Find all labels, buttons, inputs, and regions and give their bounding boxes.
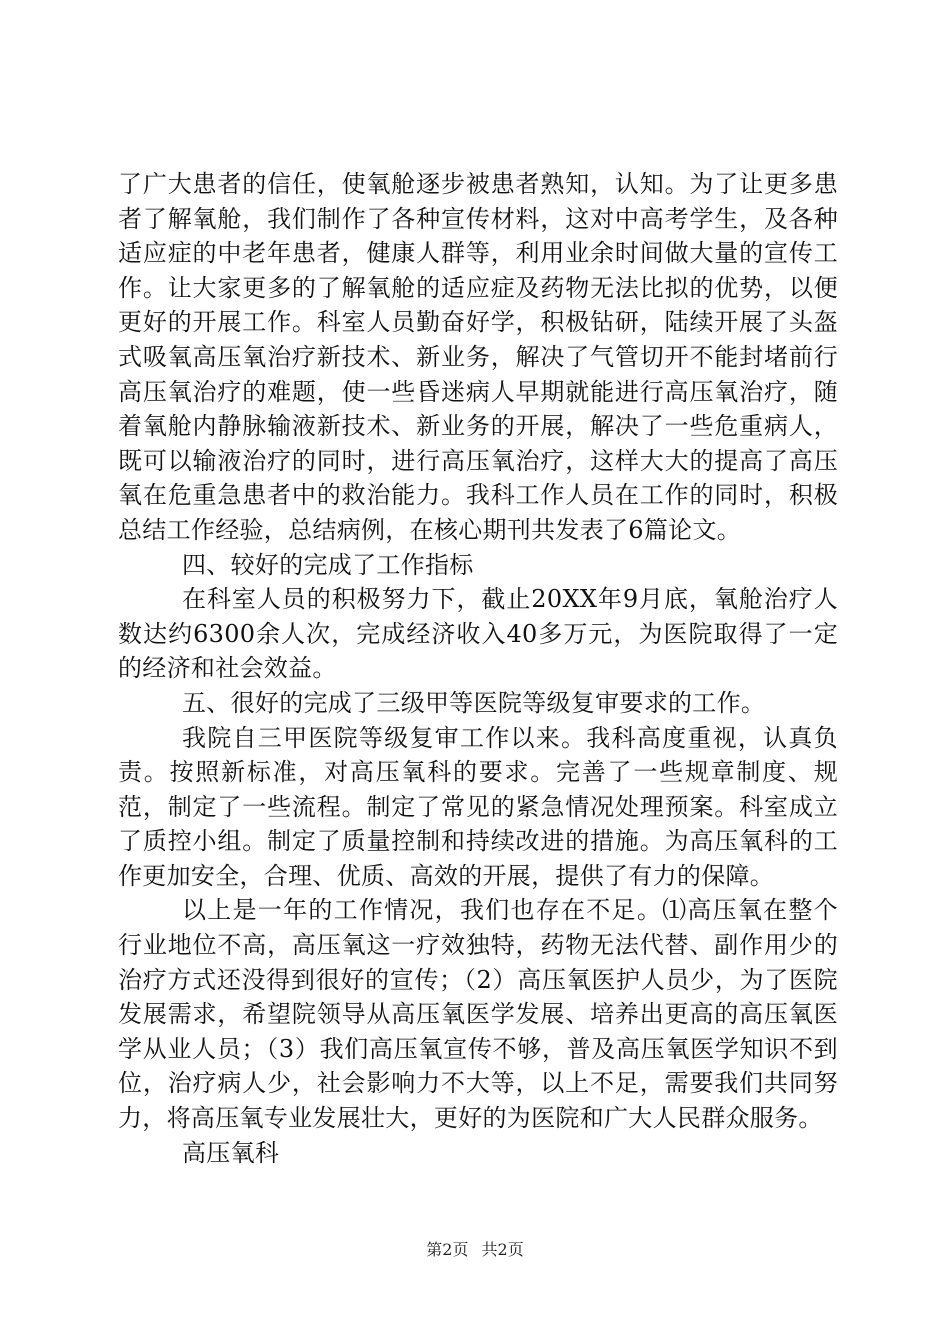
page-footer [0,1240,950,1260]
section-heading-four: 四、较好的完成了工作指标 [182,550,474,579]
department-signature: 高压氧科 [182,1138,280,1167]
paragraph-hospital-review: 我院自三甲医院等级复审工作以来。我科高度重视，认真负责。按照新标准，对高压氧科的要求。完善了一些规章制度、规范，制定了一些流程。制定了常见的紧急情况处理预案。科室成立了质控小组。制定了质量控制和持续改进的措施。为高压氧科的工作更加安全，合理、优质、高效的开展，提供了有力的保障。 [118,723,838,890]
section-heading-five: 五、很好的完成了三级甲等医院等级复审要求的工作。 [182,688,766,717]
page-total: 共2页 [481,1240,524,1259]
paragraph-shortcomings: 以上是一年的工作情况，我们也存在不足。⑴高压氧在整个行业地位不高，高压氧这一疗效独特，药物无法代替、副作用少的治疗方式还没得到很好的宣传；（2）高压氧医护人员少，为了医院发展需求，希望院领导从高压氧医学发展、培养出更高的高压氧医学从业人员；（3）我们高压氧宣传不够，普及高压氧医学知识不到位，治疗病人少，社会影响力不大等，以上不足，需要我们共同努力，将高压氧专业发展壮大，更好的为医院和广大人民群众服务。 [118,896,838,1133]
page-number: 第2页 [426,1240,469,1259]
paragraph-continuation: 了广大患者的信任，使氧舱逐步被患者熟知，认知。为了让更多患者了解氧舱，我们制作了各种宣传材料，这对中高考学生，及各种适应症的中老年患者，健康人群等，利用业余时间做大量的宣传工作。让大家更多的了解氧舱的适应症及药物无法比拟的优势，以便更好的开展工作。科室人员勤奋好学，积极钻研，陆续开展了头盔式吸氧高压氧治疗新技术、新业务，解决了气管切开不能封堵前行高压氧治疗的难题，使一些昏迷病人早期就能进行高压氧治疗，随着氧舱内静脉输液新技术、新业务的开展，解决了一些危重病人，既可以输液治疗的同时，进行高压氧治疗，这样大大的提高了高压氧在危重急患者中的救治能力。我科工作人员在工作的同时，积极总结工作经验，总结病例，在核心期刊共发表了6篇论文。 [118,170,838,544]
paragraph-work-indicators: 在科室人员的积极努力下，截止20XX年9月底，氧舱治疗人数达约6300余人次，完成经济收入40多万元，为医院取得了一定的经济和社会效益。 [118,585,838,683]
document-body [118,167,838,1170]
